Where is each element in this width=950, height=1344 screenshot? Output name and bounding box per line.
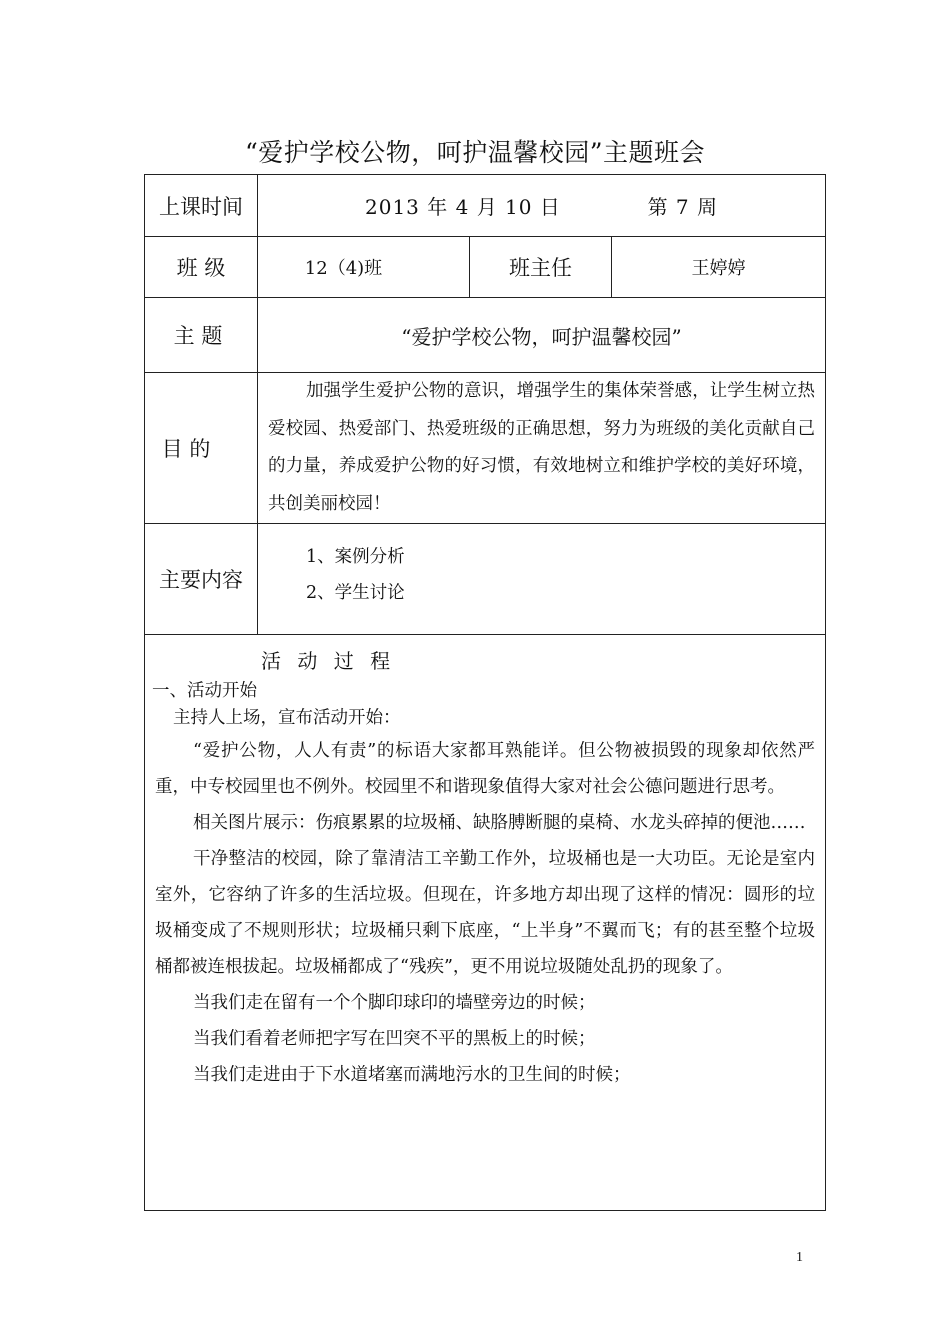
section-heading: 一、活动开始	[152, 681, 257, 701]
teacher-label: 班主任	[470, 237, 612, 298]
purpose-text: 加强学生爱护公物的意识，增强学生的集体荣誉感，让学生树立热爱校园、热爱部门、热爱班级的正确思想，努力为班级的美化贡献自己的力量，养成爱护公物的好习惯，有效地树立和维护学校的美好环境，共创美丽校园！	[258, 373, 826, 524]
content-label: 主要内容	[145, 524, 258, 635]
process-paragraph: 相关图片展示：伤痕累累的垃圾桶、缺胳膊断腿的桌椅、水龙头碎掉的便池……	[193, 813, 806, 833]
time-row	[145, 175, 826, 237]
time-label: 上课时间	[145, 175, 258, 237]
theme-row	[145, 298, 826, 373]
process-paragraph: “爱护公物，人人有责”的标语大家都耳熟能详。但公物被损毁的现象却依然严重，中专校园里也不例外。校园里不和谐现象值得大家对社会公德问题进行思考。	[155, 741, 816, 797]
process-paragraph: 干净整洁的校园，除了靠清洁工辛勤工作外，垃圾桶也是一大功臣。无论是室内室外，它容纳了许多的生活垃圾。但现在，许多地方却出现了这样的情况：圆形的垃圾桶变成了不规则形状；垃圾桶只剩下底座，“上半身”不翼而飞；有的甚至整个垃圾桶都被连根拔起。垃圾桶都成了“残疾”，更不用说垃圾随处乱扔的现象了。	[155, 849, 816, 977]
document-title: “爱护学校公物，呵护温馨校园”主题班会	[244, 138, 706, 167]
process-paragraph: 当我们走在留有一个个脚印球印的墙壁旁边的时候；	[193, 993, 596, 1013]
teacher-value: 王婷婷	[612, 237, 826, 298]
theme-value: “爱护学校公物，呵护温馨校园”	[258, 298, 826, 373]
class-value: 12（4)班	[258, 237, 470, 298]
class-label: 班 级	[145, 237, 258, 298]
week-text: 第 7 周	[647, 195, 719, 219]
purpose-row	[145, 373, 826, 524]
content-row	[145, 524, 826, 635]
process-cell	[145, 635, 826, 1211]
class-row	[145, 237, 826, 298]
page-number: 1	[796, 1250, 803, 1265]
time-value	[258, 175, 826, 237]
content-item: 1、案例分析	[306, 547, 405, 567]
process-paragraph: 当我们看着老师把字写在凹突不平的黑板上的时候；	[193, 1029, 596, 1049]
date-text: 2013 年 4 月 10 日	[365, 195, 561, 219]
content-item: 2、学生讨论	[306, 583, 405, 603]
class-meeting-form	[144, 174, 826, 1211]
purpose-label: 目 的	[145, 373, 258, 524]
process-paragraph: 当我们走进由于下水道堵塞而满地污水的卫生间的时候；	[193, 1065, 631, 1085]
host-line: 主持人上场，宣布活动开始：	[173, 708, 401, 728]
theme-label: 主 题	[145, 298, 258, 373]
content-list	[258, 524, 826, 635]
process-row	[145, 635, 826, 1211]
process-heading: 活 动 过 程	[261, 649, 396, 673]
